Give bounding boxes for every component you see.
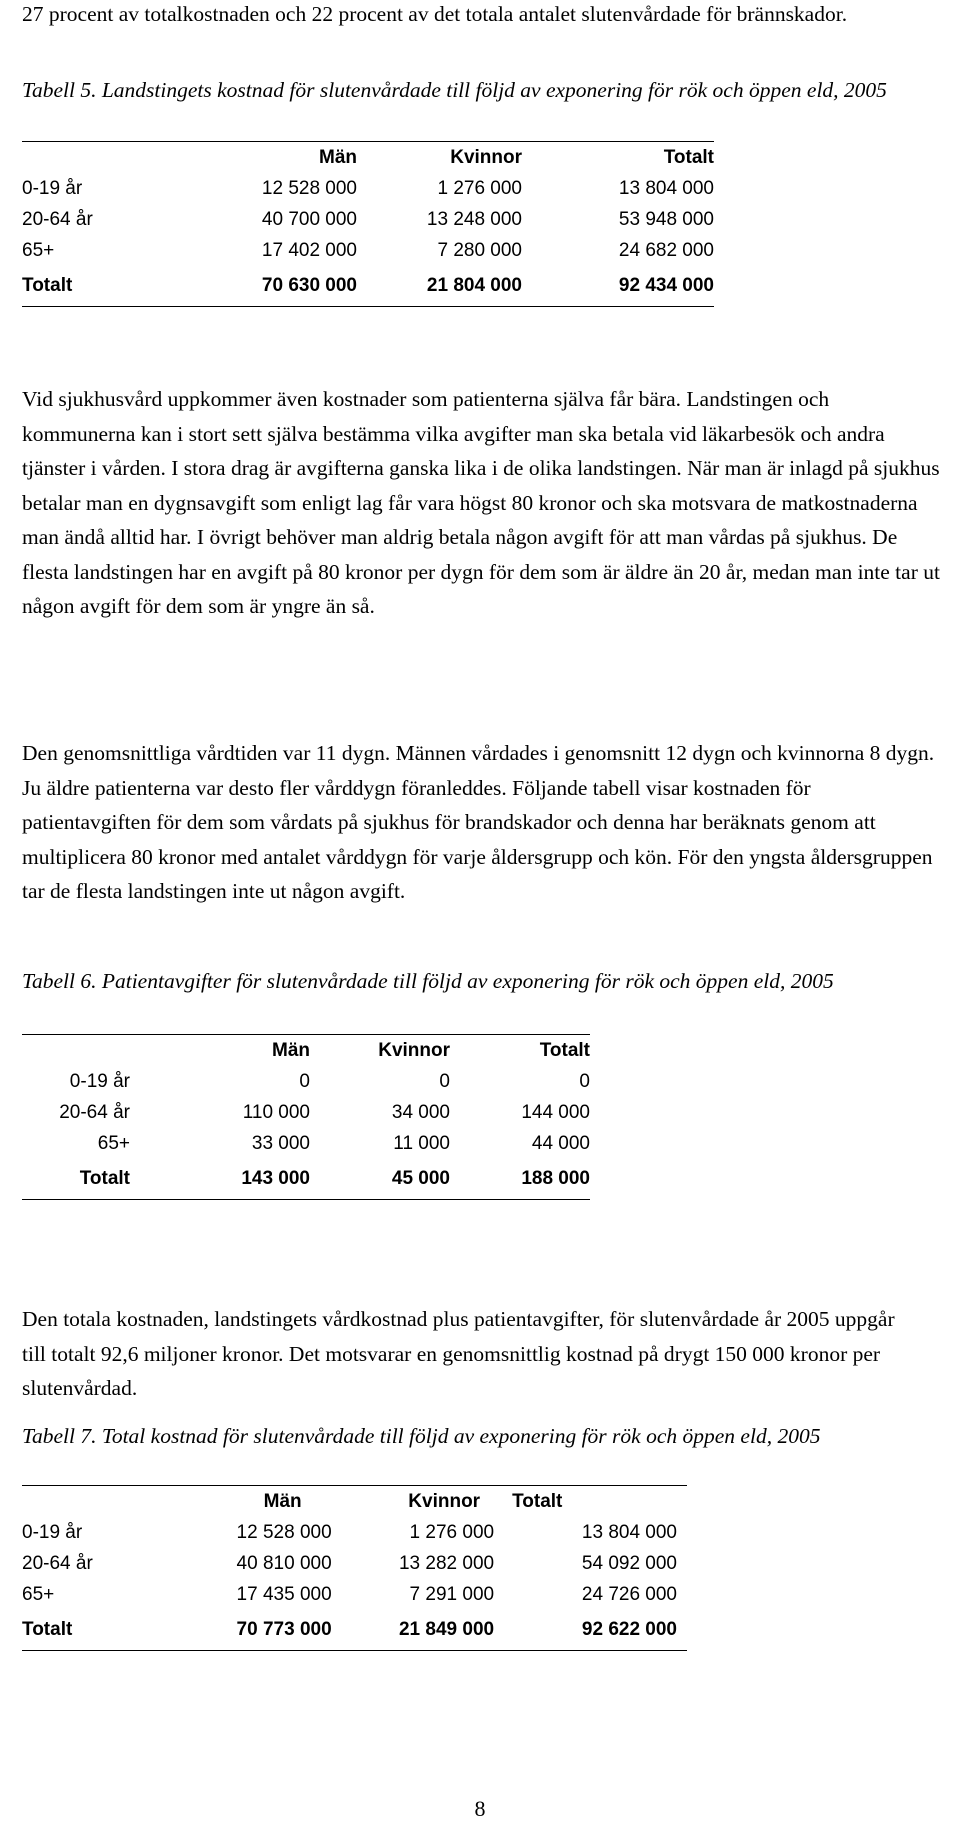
cell-men: 17 402 000	[261, 239, 357, 261]
table6-caption: Tabell 6. Patientavgifter för slutenvårdade till följd av exponering för rök och öppen eld, 2005	[22, 969, 834, 993]
table-row	[22, 1097, 590, 1128]
table-row	[22, 204, 714, 235]
cell-men: 12 528 000	[236, 1521, 332, 1543]
cell-women: 7 291 000	[409, 1583, 495, 1605]
cell-men: 12 528 000	[261, 177, 357, 199]
table-row	[22, 173, 714, 204]
total-men: 143 000	[241, 1167, 310, 1189]
row-label: 65+	[97, 1132, 130, 1154]
total-men: 70 630 000	[261, 274, 357, 296]
cell-women: 13 248 000	[426, 208, 522, 230]
table-row	[22, 1517, 687, 1548]
row-label: 65+	[22, 1583, 55, 1605]
paragraph-care-days: Den genomsnittliga vårdtiden var 11 dygn. Männen vårdades i genomsnitt 12 dygn och kvinnorna 8 dygn. Ju äldre patienterna var desto fler vårddygn föranleddes. Följande tabell visar kostnaden för patientavgiften för dem som vårdats på sjukhus för brandskador och denna har beräknats genom att multiplicera 80 kronor med antalet vårddygn för varje åldersgrupp och kön. För den yngsta åldersgruppen tar de flesta landstingen inte ut någon avgift.	[22, 741, 935, 903]
cell-total: 53 948 000	[618, 208, 714, 230]
table5-header-women: Kvinnor	[450, 146, 522, 168]
row-label: 65+	[22, 239, 55, 261]
row-label: 0-19 år	[22, 1521, 83, 1543]
cell-women: 0	[439, 1070, 450, 1092]
table7-total-row	[22, 1610, 687, 1650]
total-total: 92 622 000	[581, 1618, 677, 1640]
total-men: 70 773 000	[236, 1618, 332, 1640]
cell-total: 13 804 000	[618, 177, 714, 199]
table-row	[22, 235, 714, 266]
table6-header-men: Män	[272, 1039, 310, 1061]
table5-header-total: Totalt	[663, 146, 714, 168]
table5-header-blank	[22, 142, 147, 174]
cell-men: 0	[299, 1070, 310, 1092]
row-label: 20-64 år	[22, 208, 93, 230]
paragraph-total-cost: Den totala kostnaden, landstingets vårdkostnad plus patientavgifter, för slutenvårdade år 2005 uppgår till totalt 92,6 miljoner kronor. Det motsvarar en genomsnittlig kostnad på drygt 150 000 kronor per slutenvårdad.	[22, 1307, 895, 1400]
table7-header-blank	[22, 1486, 129, 1518]
cell-women: 11 000	[393, 1132, 450, 1154]
table7-caption: Tabell 7. Total kostnad för slutenvårdade till följd av exponering för rök och öppen eld, 2005	[22, 1424, 821, 1448]
cell-total: 24 726 000	[581, 1583, 677, 1605]
table6	[22, 1034, 590, 1200]
row-label: 20-64 år	[22, 1552, 93, 1574]
total-women: 21 804 000	[426, 274, 522, 296]
table-row	[22, 1579, 687, 1610]
total-women: 45 000	[391, 1167, 450, 1189]
page-number: 8	[474, 1796, 486, 1821]
row-label: 0-19 år	[22, 177, 83, 199]
table5-header-row	[22, 142, 714, 174]
cell-men: 40 700 000	[261, 208, 357, 230]
table6-header-blank	[22, 1035, 130, 1067]
table6-header-row	[22, 1035, 590, 1067]
total-total: 92 434 000	[618, 274, 714, 296]
cell-women: 1 276 000	[409, 1521, 495, 1543]
total-label: Totalt	[79, 1167, 130, 1189]
cell-women: 13 282 000	[398, 1552, 495, 1574]
table6-header-women: Kvinnor	[378, 1039, 450, 1061]
table5-caption: Tabell 5. Landstingets kostnad för slutenvårdade till följd av exponering för rök och öppen eld, 2005	[22, 78, 887, 102]
table-row	[22, 1548, 687, 1579]
cell-men: 110 000	[242, 1101, 310, 1123]
cell-total: 44 000	[531, 1132, 590, 1154]
table7-header-row	[22, 1486, 687, 1518]
cell-total: 54 092 000	[581, 1552, 677, 1574]
row-label: 20-64 år	[59, 1101, 130, 1123]
table7-header-men: Män	[263, 1490, 302, 1512]
paragraph-patient-fees: Vid sjukhusvård uppkommer även kostnader som patienterna själva får bära. Landstingen och kommunerna kan i stort sett själva bestämma vilka avgifter man ska betala vid läkarbesök och andra tjänster i vården. I stora drag är avgifterna ganska lika i de olika landstingen. När man är inlagd på sjukhus betalar man en dygnsavgift som enligt lag får vara högst 80 kronor och ska motsvara de matkostnaderna man ändå alltid har. I övrigt behöver man aldrig betala någon avgift för att man vårdas på sjukhus. De flesta landstingen har en avgift på 80 kronor per dygn för dem som är äldre än 20 år, medan man inte tar ut någon avgift för dem som är yngre än så.	[22, 387, 940, 618]
cell-women: 1 276 000	[437, 177, 522, 199]
intro-paragraph: 27 procent av totalkostnaden och 22 procent av det totala antalet slutenvårdade för brännskador.	[22, 2, 848, 26]
cell-total: 24 682 000	[618, 239, 714, 261]
table5-total-row	[22, 266, 714, 306]
total-label: Totalt	[22, 274, 73, 296]
total-label: Totalt	[22, 1618, 73, 1640]
cell-total: 13 804 000	[581, 1521, 677, 1543]
table7-header-women: Kvinnor	[408, 1490, 481, 1512]
cell-men: 17 435 000	[236, 1583, 332, 1605]
row-label: 0-19 år	[69, 1070, 130, 1092]
table6-header-total: Totalt	[539, 1039, 590, 1061]
cell-women: 34 000	[391, 1101, 450, 1123]
total-total: 188 000	[521, 1167, 590, 1189]
cell-total: 144 000	[521, 1101, 590, 1123]
table7-header-total: Totalt	[512, 1490, 563, 1512]
table5	[22, 141, 714, 307]
cell-women: 7 280 000	[437, 239, 522, 261]
total-women: 21 849 000	[398, 1618, 495, 1640]
table-row	[22, 1128, 590, 1159]
table-row	[22, 1066, 590, 1097]
cell-men: 33 000	[251, 1132, 310, 1154]
table5-header-men: Män	[319, 146, 357, 168]
cell-men: 40 810 000	[236, 1552, 332, 1574]
table6-total-row	[22, 1159, 590, 1199]
cell-total: 0	[579, 1070, 590, 1092]
table7	[22, 1485, 687, 1651]
